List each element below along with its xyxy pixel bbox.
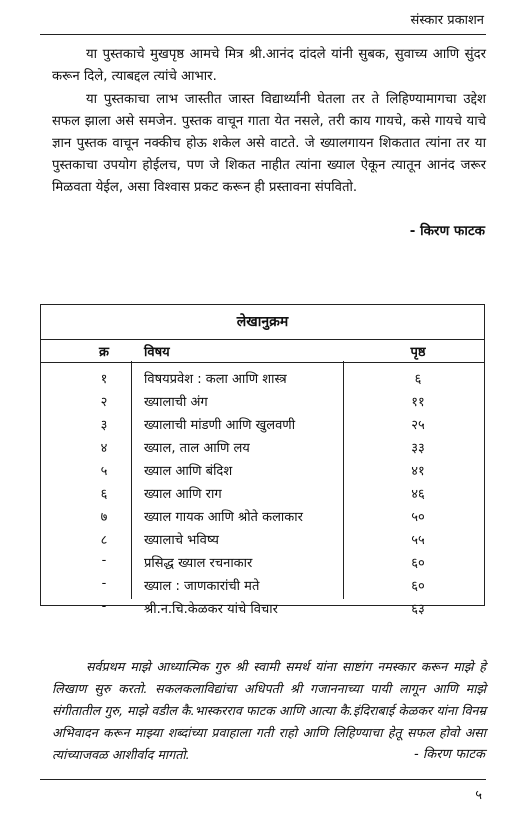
toc-title: लेखानुक्रम (41, 305, 484, 340)
toc-row-num: ८ (100, 533, 108, 548)
intro-paragraph-2: या पुस्तकाचा लाभ जास्तीत जास्त विद्यार्थ्यांनी घेतला तर ते लिहिण्यामागचा उद्देश सफल झाला असे समजेन. पुस्तक वाचून गाता येत नसले, तरी काय गायचे, कसे गायचे याचे ज्ञान पुस्तक वाचून नक्कीच होऊ शकेल असे वाटते. जे ख्यालगायन शिकतात त्यांना तर या पुस्तकाचा उपयोग होईलच, पण जे शिकत नाहीत त्यांना ख्याल ऐकून त्यातून आनंद जरूर मिळवता येईल, असा विश्वास प्रकट करून ही प्रस्तावना संपवितो. (52, 92, 486, 195)
toc-header-subject: विषय (144, 345, 170, 360)
toc-header-page: पृष्ठ (410, 345, 426, 360)
toc-header-row (41, 340, 484, 363)
toc-row-page: २५ (411, 418, 425, 433)
toc-header-num: क्र (99, 345, 109, 360)
toc-row-page: ३३ (411, 441, 425, 456)
table-row (41, 504, 484, 527)
toc-row-subject: ख्याल आणि बंदिश (144, 464, 233, 479)
toc-row-subject: ख्याल आणि राग (144, 487, 222, 502)
dedication-paragraph: सर्वप्रथम माझे आध्यात्मिक गुरु श्री स्वामी समर्थ यांना साष्टांग नमस्कार करून माझे हे लिखाण सुरु करतो. सकलकलाविद्यांचा अधिपती श्री गजाननाच्या पायी लागून आणि माझे संगीतातील गुरु, माझे वडील कै.भास्करराव फाटक आणि आत्या कै.इंदिराबाई केळकर यांना विनम्र अभिवादन करून माझ्या शब्दांच्या प्रवाहाला गती राहो आणि लिहिण्याचा हेतू सफल होवो असा त्यांच्याजवळ आशीर्वाद मागतो. (52, 659, 486, 762)
toc-row-page: ५० (411, 510, 425, 525)
toc-row-subject: ख्यालाची मांडणी आणि खुलवणी (144, 418, 296, 433)
toc-row-num: - (101, 599, 107, 614)
publisher-name: संस्कार प्रकाशन (410, 13, 484, 28)
table-row (41, 550, 484, 573)
toc-row-subject: ख्याल : जाणकारांची मते (144, 579, 260, 594)
toc-row-page: ५५ (411, 533, 425, 548)
table-of-contents (40, 304, 485, 617)
toc-row-page: ६० (411, 556, 425, 571)
toc-row-subject: प्रसिद्ध ख्याल रचनाकार (144, 556, 253, 571)
toc-row-num: ३ (100, 418, 108, 433)
table-row (41, 389, 484, 412)
toc-row-num: ६ (100, 487, 108, 502)
table-row (41, 412, 484, 435)
table-row (41, 596, 484, 619)
toc-row-page: ६३ (411, 602, 425, 617)
table-row (41, 435, 484, 458)
table-row (41, 366, 484, 389)
page-number: ५ (475, 788, 482, 803)
toc-row-num: ५ (100, 464, 108, 479)
dedication-signature: - किरण फाटक (414, 747, 485, 762)
toc-row-subject: ख्यालाचे भविष्य (144, 533, 219, 548)
intro-paragraph-1: या पुस्तकाचे मुखपृष्ठ आमचे मित्र श्री.आनंद दांदले यांनी सुबक, सुवाच्य आणि सुंदर करून दिले, त्याबद्दल त्यांचे आभार. (52, 47, 486, 84)
toc-row-page: ४६ (411, 487, 425, 502)
page-footer (40, 779, 486, 803)
toc-row-subject: ख्याल गायक आणि श्रोते कलाकार (144, 510, 303, 525)
toc-row-num: - (101, 576, 107, 591)
toc-row-subject: श्री.न.चि.केळकर यांचे विचार (144, 602, 278, 617)
toc-row-page: ११ (411, 395, 425, 410)
toc-row-subject: ख्याल, ताल आणि लय (144, 441, 250, 456)
toc-row-page: ४१ (411, 464, 425, 479)
toc-row-page: ६० (411, 579, 425, 594)
table-row (41, 481, 484, 504)
toc-row-page: ६ (414, 372, 422, 387)
page-header (40, 6, 486, 35)
table-row (41, 527, 484, 550)
table-row (41, 458, 484, 481)
table-row (41, 573, 484, 596)
toc-row-num: २ (100, 395, 108, 410)
toc-row-num: - (101, 553, 107, 568)
toc-row-subject: विषयप्रवेश : कला आणि शास्त्र (144, 372, 287, 387)
toc-row-num: ४ (100, 441, 108, 456)
toc-body (41, 363, 484, 619)
intro-signature: - किरण फाटक (409, 223, 485, 239)
toc-row-num: ७ (100, 510, 108, 525)
toc-row-subject: ख्यालाची अंग (144, 395, 208, 410)
toc-row-num: १ (100, 372, 108, 387)
